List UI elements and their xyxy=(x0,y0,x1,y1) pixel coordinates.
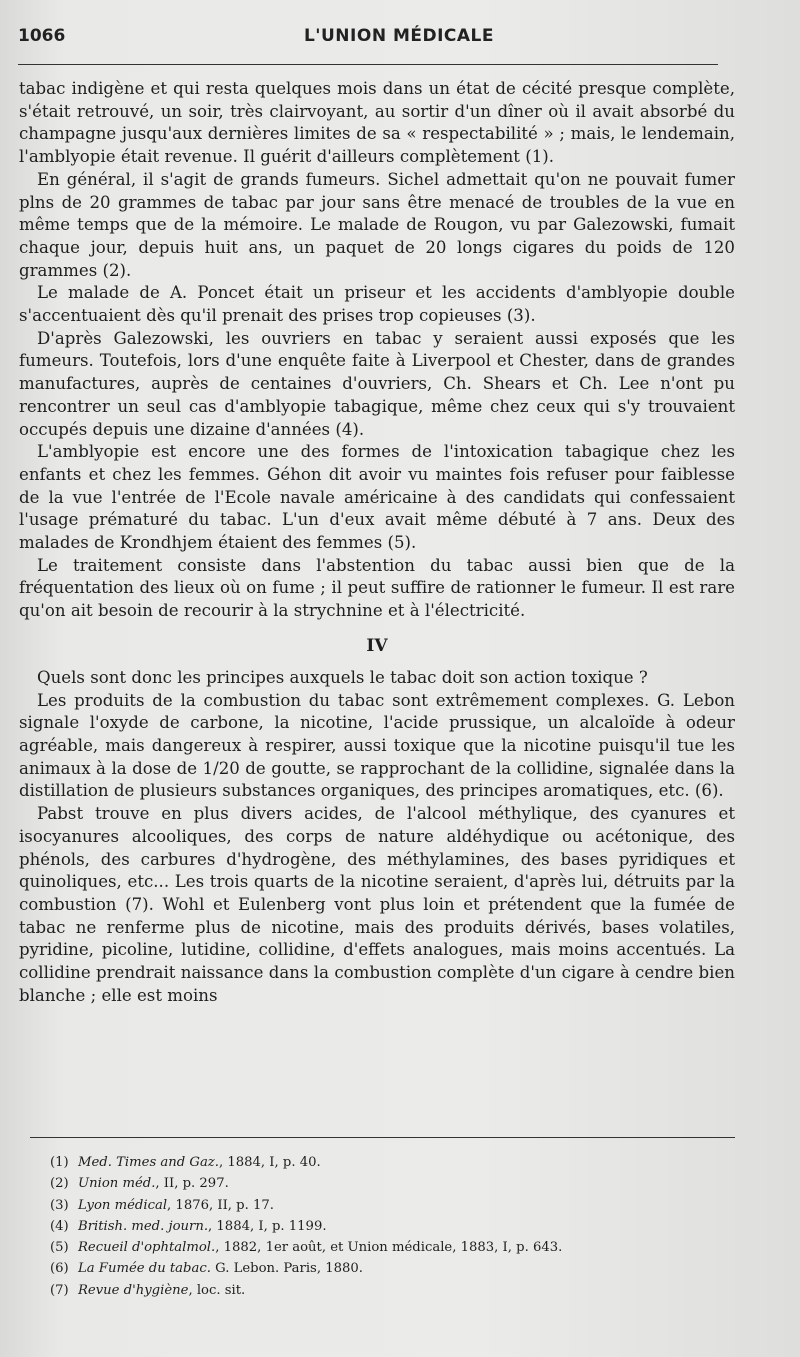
page-header xyxy=(18,26,780,56)
paragraph: tabac indigène et qui resta quelques mois dans un état de cécité presque complète, s'était retrouvé, un soir, très clairvoyant, au sortir d'un dîner où il avait absorbé du champagne jusqu'aux dernières limites de sa « respectabilité » ; mais, le lendemain, l'amblyopie était revenue. Il guérit d'ailleurs complètement (1). xyxy=(19,79,735,167)
paragraph: Quels sont donc les principes auxquels le tabac doit son action toxique ? xyxy=(37,667,648,687)
footnote-source: Recueil d'ophtalmol. xyxy=(78,1240,216,1256)
footnote-detail: , 1876, II, p. 17. xyxy=(167,1197,274,1213)
footnote xyxy=(50,1173,740,1194)
footnote-source: Med. Times and Gaz. xyxy=(78,1155,219,1170)
footnote-number: (1) xyxy=(50,1155,69,1170)
body-text xyxy=(19,78,735,1007)
footnote xyxy=(50,1195,740,1216)
footnote-number: (4) xyxy=(50,1218,69,1234)
paragraph: L'amblyopie est encore une des formes de l'intoxication tabagique chez les enfants et chez les femmes. Géhon dit avoir vu maintes fois refuser pour faiblesse de la vue l'entrée de l'Ecole navale américaine à des candidats qui confessaient l'usage prématuré du tabac. L'un d'eux avait même débuté à 7 ans. Deux des malades de Krondhjem étaient des femmes (5). xyxy=(19,442,735,553)
footnote-detail: , II, p. 297. xyxy=(155,1176,229,1192)
footnote xyxy=(50,1280,740,1301)
footnote-source: Lyon médical xyxy=(78,1197,168,1213)
footnote xyxy=(50,1152,740,1173)
section-heading: IV xyxy=(366,635,388,656)
footnote-number: (7) xyxy=(50,1282,69,1298)
footnotes xyxy=(50,1152,740,1301)
running-title: L'UNION MÉDICALE xyxy=(303,26,495,46)
footnote xyxy=(50,1237,740,1258)
paragraph: Les produits de la combustion du tabac sont extrêmement complexes. G. Lebon signale l'oxyde de carbone, la nicotine, l'acide prussique, un alcaloïde à odeur agréable, mais dangereux à respirer, aussi toxique que la nicotine puisqu'il tue les animaux à la dose de 1/20 de goutte, se rapprochant de la collidine, signalée dans la distillation de plusieurs substances organiques, des principes aromatiques, etc. (6). xyxy=(19,690,735,801)
footnote-detail: G. Lebon. Paris, 1880. xyxy=(210,1261,363,1277)
footnote-source: Union méd. xyxy=(78,1176,156,1192)
footnote-number: (2) xyxy=(50,1176,69,1192)
footnote-number: (3) xyxy=(50,1197,69,1213)
paragraph: En général, il s'agit de grands fumeurs. Sichel admettait qu'on ne pouvait fumer plns de 20 grammes de tabac par jour sans être menacé de troubles de la vue en même temps que de la mémoire. Le malade de Rougon, vu par Galezowski, fumait chaque jour, depuis huit ans, un paquet de 20 longs cigares du poids de 120 grammes (2). xyxy=(19,169,735,280)
footnote-source: British. med. journ. xyxy=(78,1218,209,1234)
footnote-detail: , 1882, 1er août, et Union médicale, 1883, I, p. 643. xyxy=(215,1240,563,1256)
footnote-number: (5) xyxy=(50,1240,69,1256)
header-rule xyxy=(18,64,718,65)
footnote xyxy=(50,1216,740,1237)
footnote-source: Revue d'hygiène xyxy=(78,1282,189,1298)
footnote-rule xyxy=(30,1137,735,1138)
paragraph: Le traitement consiste dans l'abstention du tabac aussi bien que de la fréquentation des lieux où on fume ; il peut suffire de rationner le fumeur. Il est rare qu'on ait besoin de recourir à la strychnine et à l'électricité. xyxy=(19,555,735,621)
footnote-detail: , 1884, I, p. 40. xyxy=(218,1155,321,1170)
footnote-number: (6) xyxy=(50,1261,69,1277)
footnote xyxy=(50,1258,740,1279)
footnote-detail: , loc. sit. xyxy=(188,1282,246,1298)
page-number: 1066 xyxy=(18,26,66,46)
paragraph: D'après Galezowski, les ouvriers en tabac y seraient aussi exposés que les fumeurs. Toutefois, lors d'une enquête faite à Liverpool et Chester, dans de grandes manufactures, auprès de centaines d'ouvriers, Ch. Shears et Ch. Lee n'ont pu rencontrer un seul cas d'amblyopie tabagique, même chez ceux qui s'y trouvaient occupés depuis une dizaine d'années (4). xyxy=(19,328,735,439)
footnote-detail: , 1884, I, p. 1199. xyxy=(208,1218,327,1234)
paragraph: Pabst trouve en plus divers acides, de l'alcool méthylique, des cyanures et isocyanures alcooliques, des corps de nature aldéhydique ou acétonique, des phénols, des carbures d'hydrogène, des méthylamines, des bases pyridiques et quinoliques, etc... Les trois quarts de la nicotine seraient, d'après lui, détruits par la combustion (7). Wohl et Eulenberg vont plus loin et prétendent que la fumée de tabac ne renferme plus de nicotine, mais des produits dérivés, bases volatiles, pyridine, picoline, lutidine, collidine, d'effets analogues, mais moins accentués. La collidine prendrait naissance dans la combustion complète d'un cigare à cendre bien blanche ; elle est moins xyxy=(19,804,735,1005)
paragraph: Le malade de A. Poncet était un priseur et les accidents d'amblyopie double s'accentuaient dès qu'il prenait des prises trop copieuses (3). xyxy=(19,283,735,326)
footnote-source: La Fumée du tabac. xyxy=(78,1261,211,1277)
